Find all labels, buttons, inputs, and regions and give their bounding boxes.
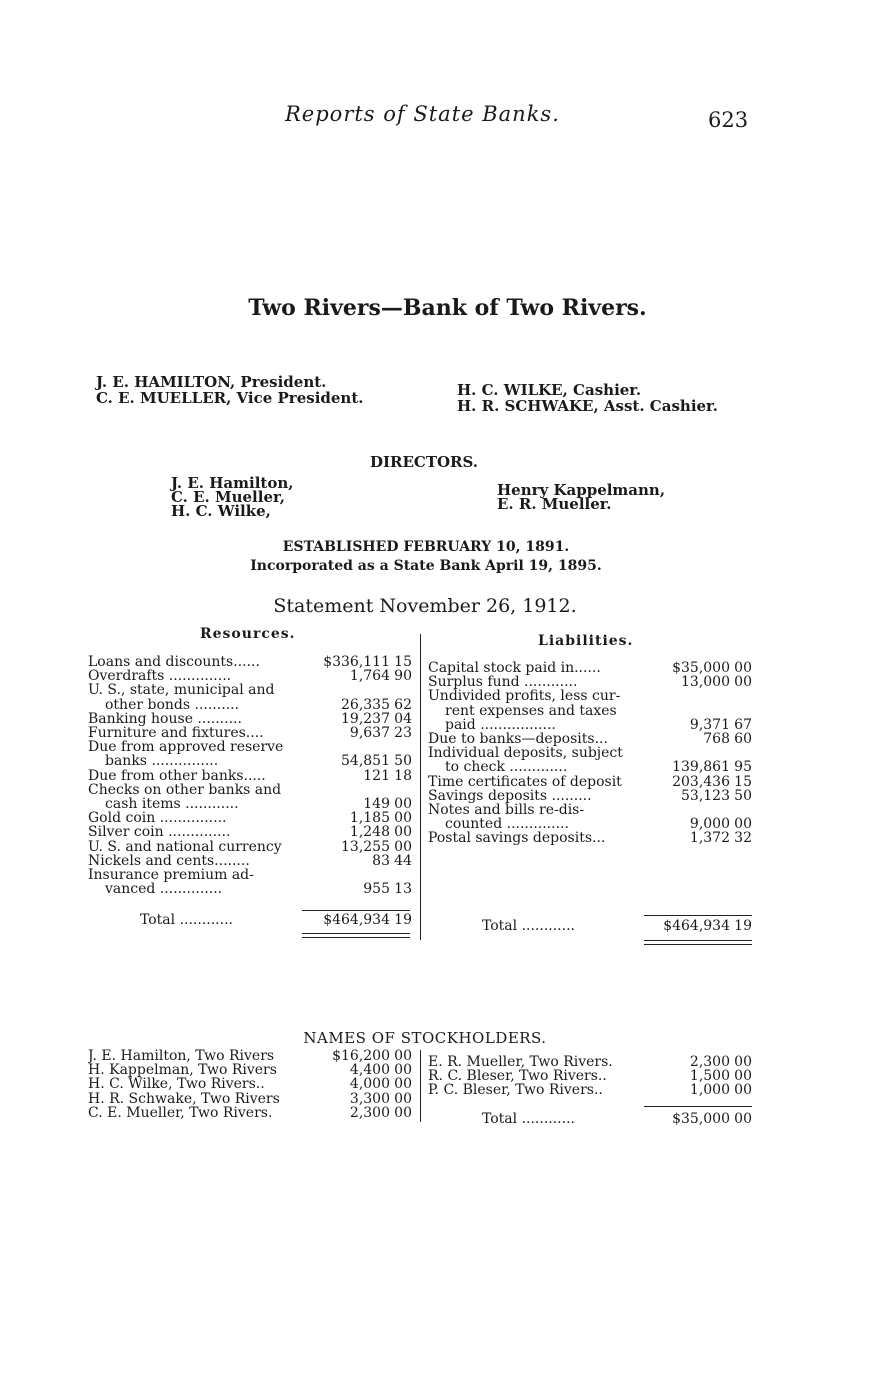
total-label: Total ............ <box>482 919 575 934</box>
row-label: Due to banks—deposits... <box>428 732 608 747</box>
row-label: Notes and bills re-dis- <box>428 803 585 818</box>
resource-row <box>88 783 412 797</box>
row-cents: 50 <box>394 753 412 770</box>
row-dollars: 955 <box>363 881 390 898</box>
director: E. R. Mueller. <box>497 495 612 513</box>
row-label: Individual deposits, subject <box>428 746 623 761</box>
row-label: U. S. and national currency <box>88 839 282 854</box>
resources-table <box>88 655 412 896</box>
stockholder-row <box>428 1055 752 1069</box>
bank-title: Two Rivers—Bank of Two Rivers. <box>248 295 647 321</box>
resource-row <box>88 683 412 697</box>
row-dollars: 203,436 <box>672 773 730 790</box>
resource-row <box>88 825 412 839</box>
liability-row <box>428 789 752 803</box>
row-cents: 00 <box>734 660 752 676</box>
stockholders-right <box>428 1055 752 1098</box>
row-label: H. C. Wilke, Two Rivers.. <box>88 1077 265 1092</box>
liabilities-total-row <box>428 919 752 933</box>
row-label: Postal savings deposits... <box>428 831 606 846</box>
row-label: paid ................. <box>445 717 556 733</box>
row-dollars: $16,200 <box>332 1048 390 1064</box>
row-cents: 00 <box>734 1068 752 1085</box>
row-dollars: 121 <box>363 767 390 784</box>
resource-row <box>88 669 412 683</box>
row-cents <box>390 683 412 697</box>
row-label: Furniture and fixtures.... <box>88 726 264 741</box>
row-cents: 18 <box>394 767 412 784</box>
row-label: to check ............. <box>445 760 568 775</box>
row-cents: 15 <box>734 773 752 790</box>
total-cents: 00 <box>734 1111 752 1127</box>
row-cents: 00 <box>734 1082 752 1099</box>
director: J. E. Hamilton, <box>171 474 294 492</box>
officer: H. R. SCHWAKE, Asst. Cashier. <box>457 397 718 415</box>
column-divider <box>420 634 421 940</box>
directors-right <box>497 483 665 511</box>
row-dollars: 1,764 <box>349 668 390 685</box>
row-cents: 15 <box>394 654 412 670</box>
row-cents <box>730 704 752 718</box>
row-cents: 00 <box>394 1104 412 1121</box>
row-label: P. C. Bleser, Two Rivers.. <box>428 1083 603 1098</box>
row-label: R. C. Bleser, Two Rivers.. <box>428 1069 607 1084</box>
row-dollars: 2,300 <box>349 1104 390 1121</box>
resource-row <box>88 754 412 768</box>
row-cents: 00 <box>734 816 752 833</box>
resource-row <box>88 769 412 783</box>
row-dollars: 13,255 <box>341 838 390 855</box>
row-dollars: 1,248 <box>349 824 390 841</box>
total-label: Total ............ <box>140 913 233 928</box>
row-cents <box>730 803 752 817</box>
row-label: Silver coin .............. <box>88 825 231 840</box>
total-dollars: $464,934 <box>323 912 390 928</box>
row-cents: 00 <box>394 810 412 827</box>
liability-row <box>428 746 752 760</box>
row-label: Time certificates of deposit <box>428 774 622 789</box>
row-label: rent expenses and taxes <box>445 703 617 718</box>
liabilities-double-rule <box>644 940 752 945</box>
stockholders-total-rule <box>644 1106 752 1107</box>
row-label: Overdrafts .............. <box>88 669 232 684</box>
liability-row <box>428 775 752 789</box>
row-dollars: 768 <box>703 731 730 748</box>
stockholders-left <box>88 1049 412 1120</box>
row-dollars: 149 <box>363 796 390 813</box>
stockholders-total-row <box>428 1112 752 1126</box>
liability-row <box>428 817 752 831</box>
row-cents: 62 <box>394 696 412 713</box>
row-label: Undivided profits, less cur- <box>428 689 621 704</box>
row-cents: 00 <box>394 838 412 855</box>
officers-left <box>96 374 363 406</box>
liability-row <box>428 732 752 746</box>
page-number: 623 <box>708 108 749 132</box>
row-cents: 00 <box>394 796 412 813</box>
row-dollars: 9,371 <box>689 716 730 733</box>
row-label: H. R. Schwake, Two Rivers <box>88 1091 280 1106</box>
row-cents <box>390 740 412 754</box>
liability-row <box>428 704 752 718</box>
row-label: Insurance premium ad- <box>88 868 254 883</box>
row-cents: 95 <box>734 759 752 776</box>
row-dollars: 1,000 <box>689 1082 730 1099</box>
row-label: Due from approved reserve <box>88 740 284 755</box>
resource-row <box>88 797 412 811</box>
row-dollars: 3,300 <box>349 1090 390 1107</box>
row-cents: 00 <box>394 1062 412 1079</box>
row-cents: 00 <box>394 1048 412 1064</box>
total-dollars: $35,000 <box>672 1111 730 1127</box>
row-cents <box>390 783 412 797</box>
stockholder-row <box>88 1077 412 1091</box>
director: Henry Kappelmann, <box>497 481 666 499</box>
liability-row <box>428 661 752 675</box>
row-dollars: 19,237 <box>341 710 390 727</box>
row-dollars: 13,000 <box>681 674 730 691</box>
running-title: Reports of State Banks. <box>285 102 560 126</box>
directors-left <box>171 476 293 518</box>
liability-row <box>428 831 752 845</box>
row-dollars: 4,000 <box>349 1076 390 1093</box>
row-cents: 04 <box>394 710 412 727</box>
stockholder-row <box>88 1106 412 1120</box>
row-dollars: 83 <box>372 852 390 869</box>
officer: J. E. HAMILTON, President. <box>96 373 327 391</box>
row-cents <box>730 746 752 760</box>
row-dollars: $336,111 <box>323 654 390 670</box>
row-cents: 60 <box>734 731 752 748</box>
resources-heading: Resources. <box>200 626 296 642</box>
row-cents: 00 <box>394 824 412 841</box>
row-cents: 44 <box>394 852 412 869</box>
resource-row <box>88 868 412 882</box>
row-dollars: 1,372 <box>689 830 730 847</box>
row-label: banks ............... <box>105 754 219 769</box>
total-cents: 19 <box>734 918 752 934</box>
row-label: Checks on other banks and <box>88 782 282 798</box>
director: H. C. Wilke, <box>171 502 271 520</box>
total-label: Total ............ <box>482 1112 575 1127</box>
row-dollars: 9,000 <box>689 816 730 833</box>
row-cents: 90 <box>394 668 412 685</box>
resources-total-row <box>88 913 412 927</box>
row-cents: 23 <box>394 725 412 742</box>
liability-row <box>428 675 752 689</box>
row-label: counted .............. <box>445 817 569 832</box>
row-label: Capital stock paid in...... <box>428 661 601 676</box>
liabilities-heading: Liabilities. <box>538 633 634 649</box>
row-dollars: 1,185 <box>349 810 390 827</box>
row-cents <box>730 689 752 703</box>
resource-row <box>88 726 412 740</box>
directors-heading: DIRECTORS. <box>369 453 479 471</box>
row-cents: 67 <box>734 716 752 733</box>
row-label: Gold coin ............... <box>88 811 227 826</box>
row-cents <box>390 868 412 882</box>
resource-row <box>88 698 412 712</box>
stockholder-row <box>88 1092 412 1106</box>
stockholder-row <box>428 1083 752 1097</box>
row-dollars: 53,123 <box>681 787 730 804</box>
liability-row <box>428 718 752 732</box>
total-cents: 19 <box>394 912 412 928</box>
stockholders-divider <box>420 1050 421 1122</box>
row-label: vanced .............. <box>105 882 223 897</box>
resource-row <box>88 854 412 868</box>
row-cents: 32 <box>734 830 752 847</box>
resources-total-rule <box>302 910 410 911</box>
row-cents: 13 <box>394 881 412 898</box>
row-dollars: 4,400 <box>349 1062 390 1079</box>
director: C. E. Mueller, <box>171 488 286 506</box>
resource-row <box>88 655 412 669</box>
stockholder-row <box>428 1069 752 1083</box>
statement-title: Statement November 26, 1912. <box>273 595 577 617</box>
row-cents: 00 <box>734 674 752 691</box>
stockholder-row <box>88 1049 412 1063</box>
stockholders-heading: NAMES OF STOCKHOLDERS. <box>303 1029 547 1047</box>
resource-row <box>88 712 412 726</box>
row-dollars: 26,335 <box>341 696 390 713</box>
resources-double-rule <box>302 933 410 938</box>
row-label: Surplus fund ............ <box>428 675 578 690</box>
row-cents: 50 <box>734 787 752 804</box>
row-label: C. E. Mueller, Two Rivers. <box>88 1105 273 1121</box>
officers-right <box>457 382 718 414</box>
incorporated-date: Incorporated as a State Bank April 19, 1895. <box>250 558 602 574</box>
established-block <box>0 538 852 576</box>
row-dollars: 1,500 <box>689 1068 730 1085</box>
row-label: Loans and discounts...... <box>88 655 260 670</box>
row-label: U. S., state, municipal and <box>88 683 275 698</box>
row-label: Nickels and cents........ <box>88 853 250 869</box>
resource-row <box>88 840 412 854</box>
officer: C. E. MUELLER, Vice President. <box>96 389 364 407</box>
established-date: ESTABLISHED FEBRUARY 10, 1891. <box>282 539 570 555</box>
total-dollars: $464,934 <box>663 918 730 934</box>
row-dollars: 54,851 <box>341 753 390 770</box>
row-label: Due from other banks..... <box>88 768 266 783</box>
row-label: other bonds .......... <box>105 697 240 712</box>
row-label: E. R. Mueller, Two Rivers. <box>428 1055 613 1070</box>
row-label: Savings deposits ......... <box>428 788 592 804</box>
row-cents: 00 <box>394 1076 412 1093</box>
stockholder-row <box>88 1063 412 1077</box>
row-label: H. Kappelman, Two Rivers <box>88 1063 277 1078</box>
resource-row <box>88 740 412 754</box>
officer: H. C. WILKE, Cashier. <box>457 381 642 399</box>
row-dollars: 2,300 <box>689 1054 730 1070</box>
liability-row <box>428 689 752 703</box>
liabilities-table <box>428 661 752 846</box>
row-dollars: 139,861 <box>672 759 730 776</box>
row-dollars: $35,000 <box>672 660 730 676</box>
row-cents: 00 <box>394 1090 412 1107</box>
row-label: cash items ............ <box>105 797 239 812</box>
resource-row <box>88 882 412 896</box>
resource-row <box>88 811 412 825</box>
row-dollars: 9,637 <box>349 725 390 742</box>
liability-row <box>428 760 752 774</box>
row-label: Banking house .......... <box>88 711 242 727</box>
liabilities-total-rule <box>644 915 752 916</box>
row-cents: 00 <box>734 1054 752 1070</box>
row-label: J. E. Hamilton, Two Rivers <box>88 1049 275 1064</box>
liability-row <box>428 803 752 817</box>
